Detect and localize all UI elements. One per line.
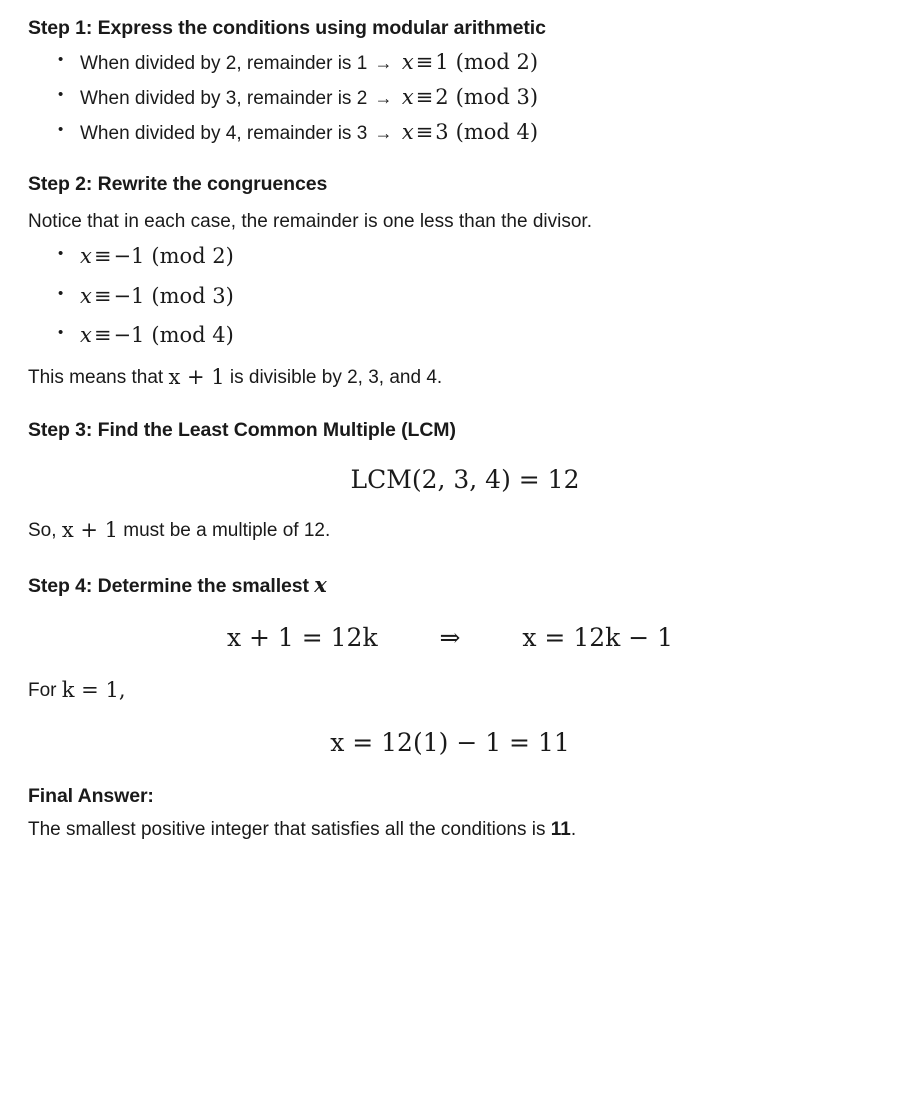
arrow-icon: → bbox=[374, 87, 393, 108]
congruence-expression bbox=[402, 85, 538, 109]
congruence-expression bbox=[80, 323, 234, 347]
math-variable: x bbox=[80, 283, 92, 308]
math-modulus: (mod 3) bbox=[151, 283, 234, 308]
list-item bbox=[50, 245, 872, 271]
final-answer-sentence bbox=[28, 816, 872, 844]
list-item bbox=[50, 51, 872, 77]
math-value: −1 bbox=[113, 283, 145, 308]
math-modulus: (mod 3) bbox=[455, 84, 539, 109]
congruence-expression bbox=[402, 50, 538, 74]
math-value: 1 bbox=[435, 50, 449, 75]
math-relation: ≡ bbox=[415, 84, 434, 109]
conclusion-math: x + 1 bbox=[168, 365, 225, 390]
step-2-conclusion bbox=[28, 364, 872, 392]
math-relation: ≡ bbox=[93, 323, 112, 348]
step-4-heading-text: Step 4: Determine the smallest bbox=[28, 574, 309, 597]
congruence-expression bbox=[80, 244, 234, 268]
final-answer-period: . bbox=[570, 818, 577, 840]
equation-right: x = 12k − 1 bbox=[522, 622, 674, 652]
list-item bbox=[50, 285, 872, 311]
math-relation: ≡ bbox=[415, 119, 434, 144]
condition-text: When divided by 4, remainder is 3 bbox=[80, 122, 368, 144]
implies-icon: ⇒ bbox=[439, 622, 461, 652]
step-4-heading bbox=[28, 571, 872, 599]
step-1-heading: Step 1: Express the conditions using modular arithmetic bbox=[28, 17, 546, 39]
math-modulus: (mod 4) bbox=[151, 323, 234, 348]
math-relation: ≡ bbox=[415, 50, 434, 75]
final-answer-block bbox=[28, 784, 872, 843]
step-4-result-equation: x = 12(1) − 1 = 11 bbox=[330, 728, 570, 758]
list-item bbox=[50, 121, 872, 147]
list-item bbox=[50, 86, 872, 112]
step-3-conclusion bbox=[28, 517, 872, 545]
step-2-heading: Step 2: Rewrite the congruences bbox=[28, 173, 328, 196]
math-variable: x bbox=[401, 84, 414, 109]
arrow-icon: → bbox=[374, 53, 393, 74]
conclusion-text-pre: This means that bbox=[28, 367, 164, 389]
step-4-heading-math: x bbox=[314, 571, 327, 597]
conclusion-math: x + 1 bbox=[61, 517, 118, 542]
conclusion-text-pre: So, bbox=[28, 519, 57, 541]
conclusion-text-post: is divisible by 2, 3, and 4. bbox=[229, 367, 443, 389]
math-value: 2 bbox=[435, 84, 449, 109]
math-value: −1 bbox=[113, 323, 145, 348]
math-variable: x bbox=[401, 50, 414, 75]
math-modulus: (mod 2) bbox=[455, 50, 539, 75]
conclusion-text-post: must be a multiple of 12. bbox=[123, 519, 331, 541]
math-value: 3 bbox=[435, 119, 449, 144]
final-answer-heading: Final Answer: bbox=[28, 785, 154, 808]
arrow-icon: → bbox=[374, 122, 393, 143]
equation-left: x + 1 = 12k bbox=[226, 622, 378, 652]
step-3-heading: Step 3: Find the Least Common Multiple (LCM) bbox=[28, 418, 456, 441]
step-4-display-equation bbox=[28, 623, 872, 653]
final-answer-text: The smallest positive integer that satisfies all the conditions is bbox=[28, 818, 546, 840]
math-value: −1 bbox=[113, 244, 145, 269]
step-2-congruences-list bbox=[28, 245, 872, 350]
math-variable: x bbox=[401, 119, 414, 144]
math-modulus: (mod 2) bbox=[151, 244, 234, 269]
list-item bbox=[50, 324, 872, 350]
math-relation: ≡ bbox=[93, 283, 112, 308]
math-variable: x bbox=[80, 244, 92, 269]
lcm-display-equation: LCM(2, 3, 4) = 12 bbox=[350, 464, 580, 494]
math-variable: x bbox=[80, 323, 92, 348]
condition-text: When divided by 3, remainder is 2 bbox=[80, 87, 368, 109]
congruence-expression bbox=[80, 284, 234, 308]
congruence-expression bbox=[402, 120, 538, 144]
math-relation: ≡ bbox=[93, 244, 112, 269]
for-text: For bbox=[28, 679, 57, 701]
step-4-k-assignment bbox=[28, 677, 872, 705]
k-value-math: k = 1, bbox=[61, 677, 126, 702]
math-modulus: (mod 4) bbox=[455, 119, 539, 144]
step-1-conditions-list bbox=[28, 51, 872, 146]
step-2-note: Notice that in each case, the remainder is one less than the divisor. bbox=[28, 210, 592, 232]
condition-text: When divided by 2, remainder is 1 bbox=[80, 53, 368, 75]
final-answer-value: 11 bbox=[550, 818, 571, 840]
